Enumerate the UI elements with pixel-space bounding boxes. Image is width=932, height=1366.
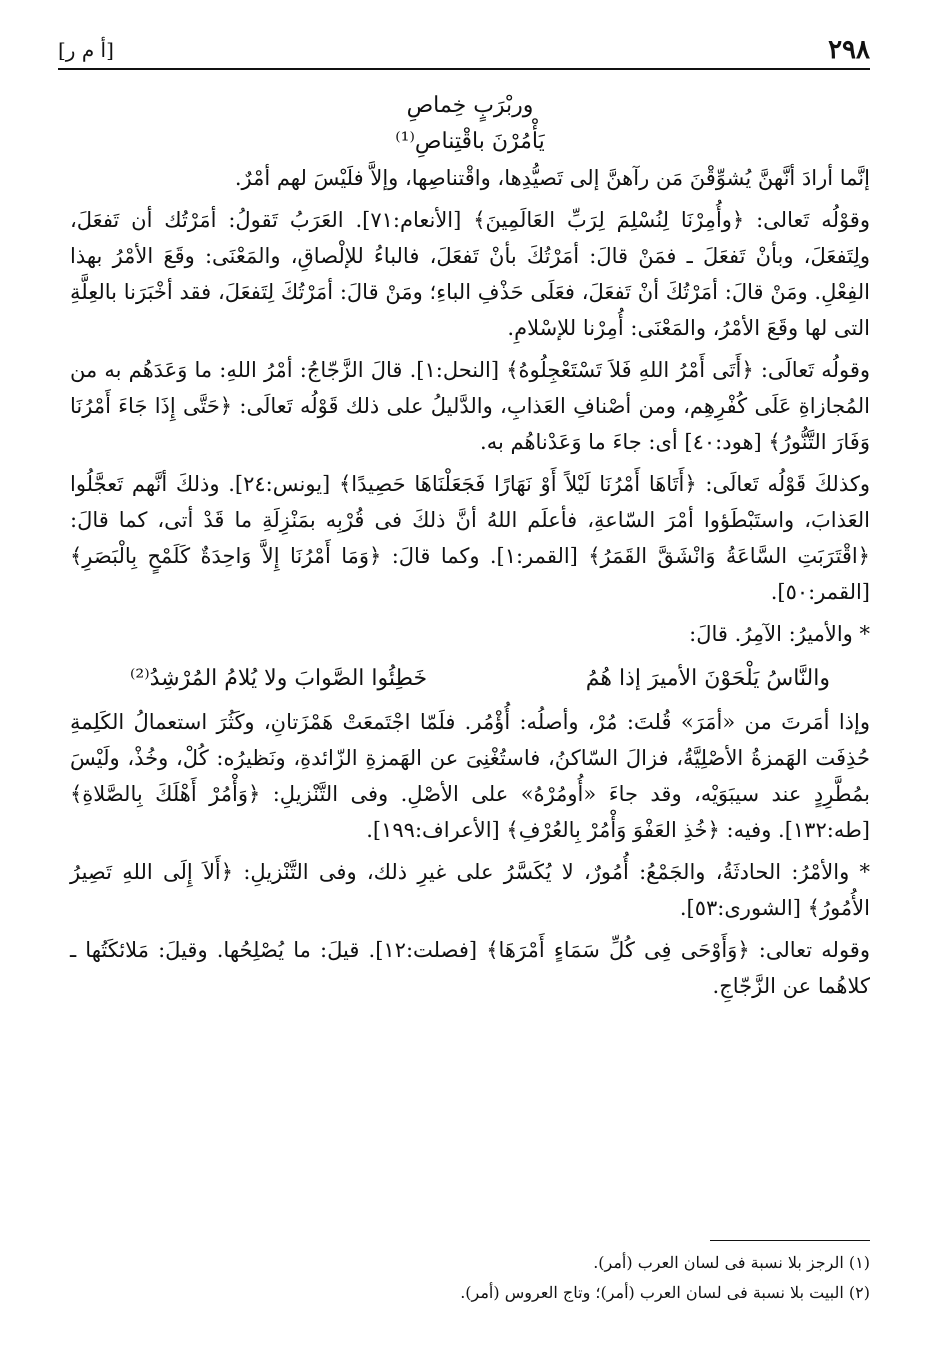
page-body — [70, 88, 870, 1010]
footnote-2: (٢) البيت بلا نسبة فى لسان العرب (أمر)؛ وتاج العروس (أمر). — [460, 1283, 870, 1302]
verse-line-1: وربْرَبٍ خِماصِ — [406, 93, 534, 118]
footnote-1: (١) الرجز بلا نسبة فى لسان العرب (أمر). — [593, 1253, 870, 1272]
verse-line-2: يَأْمُرْنَ باقْتِناصِ⁽¹⁾ — [395, 129, 545, 154]
poem-hemistich-1: والنَّاسُ يَلْحَوْنَ الأميرَ إذا هُمُ — [585, 666, 830, 691]
page-header — [58, 32, 870, 68]
paragraph-6: * والأمْرُ: الحادثَةُ، والجَمْعُ: أُمُورٌ، لا يُكَسَّرُ على غيرِ ذلك، وفى التَّنْزيلِ: ﴿أَلاَ إِلَى اللهِ تَصِيرُ الأُمُورُ﴾ [الشورى:٥٣]. — [70, 860, 870, 920]
header-divider — [58, 68, 870, 70]
entry-amir: * والأميرُ: الآمِرُ. قالَ: — [689, 622, 870, 646]
paragraph-1: إنَّما أرادَ أنَّهنَّ يُشوِّقْنَ مَن رآهنَّ إلى تَصيُّدِها، واقْتناصِها، وإلاَّ فلَيْسَ لهم أمْرٌ. — [234, 166, 870, 190]
poem-hemistich-2: خَطِئُوا الصَّوابَ ولا يُلامُ المُرْشِدُ⁽²⁾ — [130, 666, 428, 691]
footnotes — [70, 1248, 870, 1308]
paragraph-7: وقوله تعالى: ﴿وَأَوْحَى فِى كُلِّ سَمَاءٍ أَمْرَهَا﴾ [فصلت:١٢]. قيلَ: ما يُصْلِحُها. وقيلَ: مَلائكَتُها ـ كلاهُما عن الزَّجّاجِ. — [70, 938, 870, 998]
root-label: [أ م ر] — [58, 38, 114, 62]
paragraph-4: وكذلكَ قَوْلُه تَعالَى: ﴿أَتَاهَا أَمْرُنَا لَيْلاً أَوْ نَهَارًا فَجَعَلْنَاهَا حَصِيدًا﴾ [يونس:٢٤]. وذلكَ أنَّهم تَعجَّلُوا العَذابَ، واستَبْطَؤوا أمْرَ السّاعةِ، فأعلَم اللهُ أنَّ ذلكَ فى قُرْبِه بمَنْزِلَةِ ما قَدْ أتى، كما قالَ: ﴿اقْتَرَبَتِ السَّاعَةُ وَانْشَقَّ القَمَرُ﴾ [القمر:١]. وكما قالَ: ﴿وَمَا أَمْرُنَا إِلاَّ وَاحِدَةٌ كَلَمْحٍ بِالْبَصَرِ﴾ [القمر:٥٠]. — [70, 472, 870, 604]
paragraph-2: وقوْلُه تَعالى: ﴿وأُمِرْنَا لِنُسْلِمَ لِرَبِّ العَالَمِينَ﴾ [الأنعام:٧١]. العَرَبُ تَقولُ: أمَرْتُك أن تَفعَلَ، ولِتَفعَلَ، وبأنْ تَفعَلَ ـ فمَنْ قالَ: أمَرْتُكَ بأنْ تَفعَلَ، فالباءُ للإلْصاقِ، والمَعْنَى: وقَعَ الأمْرُ بهذا الفِعْلِ. ومَنْ قالَ: أمَرْتُكَ أنْ تَفعَلَ، فعَلَى حَذْفِ الباءِ؛ ومَنْ قالَ: أمَرْتُكَ لِتَفعَلَ، فقد أخْبَرَنا بالعِلَّةِ التى لها وقَعَ الأمْرُ، والمَعْنَى: أُمِرْنا للإسْلامِ. — [70, 208, 870, 340]
poem-verse — [130, 660, 830, 698]
footnote-divider — [710, 1240, 870, 1241]
paragraph-5: وإذا أمَرتَ من «أمَرَ» قُلتَ: مُرْ، وأصلُه: أُؤْمُر. فلَمّا اجْتَمعَتْ هَمْزَتانِ، وكَثُرَ استعمالُ الكَلِمةِ حُذِفَت الهَمزةُ الأصْلِيَّةُ، فزالَ السّاكنُ، فاستُغْنِىَ عن الهَمزةِ الزّائدةِ، ونَظيرُه: كُلْ، وخُذْ، ولَيْسَ بمُطَّرِدٍ عند سيبَوَيْه، وقد جاءَ «أُومُرْهُ» على الأصْلِ. وفى التَّنْزيلِ: ﴿وَأْمُرْ أَهْلَكَ بِالصَّلاةِ﴾ [طه:١٣٢]. وفيه: ﴿خُذِ العَفْوَ وَأْمُرْ بِالعُرْفِ﴾ [الأعراف:١٩٩]. — [70, 710, 870, 842]
page-number: ٢٩٨ — [828, 35, 870, 65]
paragraph-3: وقولُه تَعالَى: ﴿أَتَى أَمْرُ اللهِ فَلاَ تَسْتَعْجِلُوهُ﴾ [النحل:١]. قالَ الزَّجّاجُ: أمْرُ اللهِ: ما وَعَدَهُم به من المُجازاةِ عَلَى كُفْرِهِم، ومن أصْنافِ العَذابِ، والدَّليلُ على ذلك قَوْلُه تَعالَى: ﴿حَتَّى إِذَا جَاءَ أَمْرُنَا وَفَارَ التَّنُّورُ﴾ [هود:٤٠] أى: جاءَ ما وَعَدْناهُم به. — [70, 358, 870, 454]
